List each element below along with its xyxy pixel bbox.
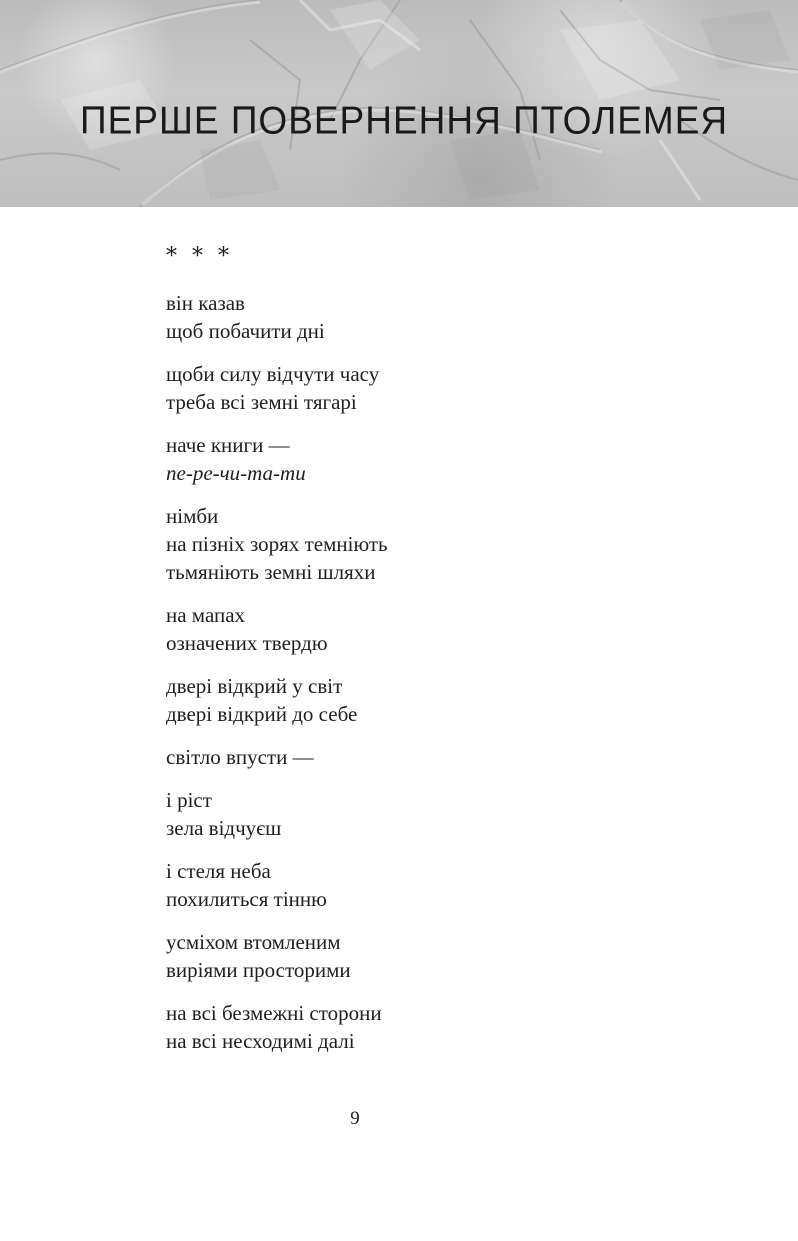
- stanza: [166, 431, 726, 487]
- poem-line: означених твердю: [166, 631, 328, 655]
- poem-body: [166, 243, 726, 1070]
- poem-line: пе-ре-чи-та-ти: [166, 461, 306, 485]
- stanza: [166, 360, 726, 416]
- poem-line: і ріст: [166, 788, 212, 812]
- poem-line: похилиться тінню: [166, 887, 327, 911]
- page-number: 9: [350, 1108, 360, 1129]
- poem-line: двері відкрий у світ: [166, 674, 343, 698]
- poem-line: він казав: [166, 291, 245, 315]
- chapter-title: ПЕРШЕ ПОВЕРНЕННЯ ПТОЛЕМЕЯ: [80, 99, 729, 143]
- stanza: [166, 786, 726, 842]
- poem-line: тьмяніють земні шляхи: [166, 560, 376, 584]
- stanza: [166, 672, 726, 728]
- stanza-list: [166, 289, 726, 1055]
- poem-line: на всі несходимі далі: [166, 1029, 355, 1053]
- stanza: [166, 289, 726, 345]
- poem-line: на пізніх зорях темніють: [166, 532, 388, 556]
- poem-separator: * * *: [166, 244, 233, 269]
- stanza: [166, 999, 726, 1055]
- poem-line: і стеля неба: [166, 859, 271, 883]
- poem-line: виріями просторими: [166, 958, 351, 982]
- stanza: [166, 857, 726, 913]
- poem-line: німби: [166, 504, 219, 528]
- header-banner: [0, 0, 798, 207]
- stanza: [166, 928, 726, 984]
- poem-line: треба всі земні тягарі: [166, 390, 357, 414]
- poem-line: світло впусти —: [166, 745, 314, 769]
- poem-line: щоб побачити дні: [166, 319, 325, 343]
- stanza: [166, 601, 726, 657]
- poem-line: усміхом втомленим: [166, 930, 341, 954]
- poem-line: зела відчуєш: [166, 816, 282, 840]
- poem-line: на мапах: [166, 603, 246, 627]
- poem-line: на всі безмежні сторони: [166, 1001, 382, 1025]
- poem-line: двері відкрий до себе: [166, 702, 358, 726]
- stanza: [166, 743, 726, 771]
- poem-line: наче книги —: [166, 433, 290, 457]
- poem-line: щоби силу відчути часу: [166, 362, 380, 386]
- stanza: [166, 502, 726, 586]
